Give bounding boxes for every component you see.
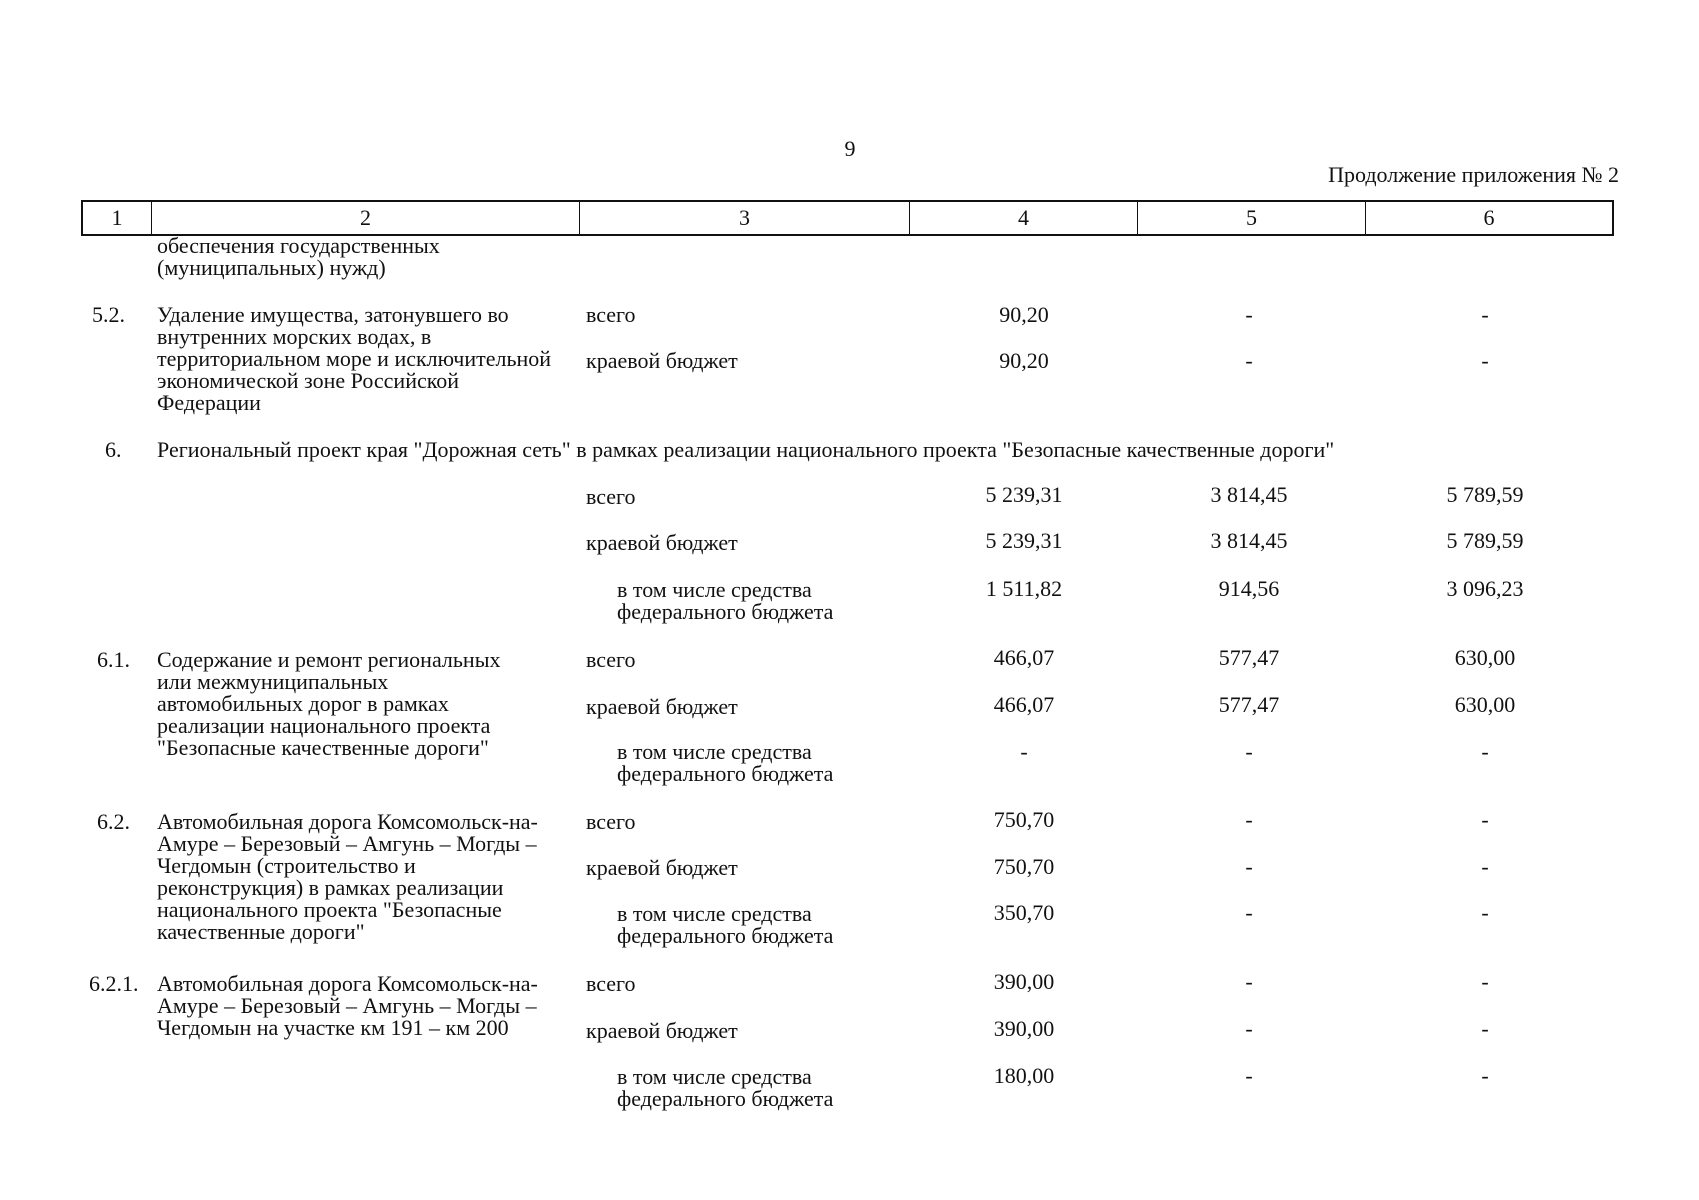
row-name: Региональный проект края "Дорожная сеть" в рамках реализации национального проекта "Безопасные качественные дороги"	[157, 437, 1335, 462]
value-col4: 1 511,82	[985, 576, 1063, 601]
funding-label: всего	[586, 484, 636, 509]
row-name: Автомобильная дорога Комсомольск-на-Амуре – Березовый – Амгунь – Могды – Чегдомын (строительство и реконструкция) в рамках реализации национального проекта "Безопасные качественные дороги"	[157, 809, 538, 944]
row-name: Автомобильная дорога Комсомольск-на-Амуре – Березовый – Амгунь – Могды – Чегдомын на участке км 191 – км 200	[157, 971, 538, 1040]
value-col6: -	[1481, 1063, 1489, 1088]
funding-label: краевой бюджет	[586, 694, 738, 719]
value-col4: 466,07	[993, 645, 1055, 670]
value-col5: -	[1245, 1016, 1253, 1041]
value-col5: -	[1245, 854, 1253, 879]
row-number: 6.2.1.	[89, 971, 139, 996]
value-col4: 350,70	[993, 900, 1055, 925]
row-name: Содержание и ремонт региональных или межмуниципальных автомобильных дорог в рамках реализации национального проекта "Безопасные качественные дороги"	[157, 647, 501, 760]
value-col6: -	[1481, 348, 1489, 373]
column-header-3: 3	[580, 202, 910, 234]
value-col5: 577,47	[1218, 645, 1280, 670]
value-col4: 390,00	[993, 1016, 1055, 1041]
value-col4: 390,00	[993, 969, 1055, 994]
row-name: Удаление имущества, затонувшего во внутренних морских водах, в территориальном море и исключительной экономической зоне Российской Федерации	[157, 302, 552, 415]
value-col6: -	[1481, 739, 1489, 764]
value-col4: 750,70	[993, 807, 1055, 832]
carryover-text: обеспечения государственных (муниципальных) нужд)	[157, 233, 440, 280]
funding-label: краевой бюджет	[586, 348, 738, 373]
value-col4: -	[1020, 739, 1028, 764]
row-number: 5.2.	[92, 302, 125, 327]
value-col5: -	[1245, 348, 1253, 373]
value-col6: 630,00	[1454, 645, 1516, 670]
value-col6: 5 789,59	[1446, 528, 1524, 553]
value-col4: 5 239,31	[985, 482, 1063, 507]
value-col6: -	[1481, 302, 1489, 327]
column-header-2: 2	[152, 202, 580, 234]
funding-label: краевой бюджет	[586, 855, 738, 880]
value-col6: 630,00	[1454, 692, 1516, 717]
funding-label: в том числе средства федерального бюджета	[617, 739, 834, 786]
funding-label: краевой бюджет	[586, 1018, 738, 1043]
value-col5: 577,47	[1218, 692, 1280, 717]
row-number: 6.1.	[97, 647, 130, 672]
value-col4: 90,20	[999, 348, 1049, 373]
funding-label: всего	[586, 302, 636, 327]
value-col5: -	[1245, 900, 1253, 925]
value-col5: -	[1245, 807, 1253, 832]
value-col5: -	[1245, 739, 1253, 764]
value-col5: -	[1245, 969, 1253, 994]
funding-label: в том числе средства федерального бюджета	[617, 577, 834, 624]
funding-label: краевой бюджет	[586, 530, 738, 555]
column-header-1: 1	[83, 202, 152, 234]
value-col5: -	[1245, 302, 1253, 327]
funding-label: всего	[586, 809, 636, 834]
value-col6: -	[1481, 969, 1489, 994]
column-header-5: 5	[1138, 202, 1366, 234]
value-col4: 466,07	[993, 692, 1055, 717]
value-col6: -	[1481, 807, 1489, 832]
appendix-note: Продолжение приложения № 2	[1328, 162, 1619, 187]
value-col5: 914,56	[1218, 576, 1280, 601]
value-col4: 180,00	[993, 1063, 1055, 1088]
value-col6: -	[1481, 1016, 1489, 1041]
funding-label: в том числе средства федерального бюджета	[617, 901, 834, 948]
value-col4: 5 239,31	[985, 528, 1063, 553]
row-number: 6.	[105, 437, 122, 462]
table-header-row	[81, 200, 1614, 236]
row-number: 6.2.	[97, 809, 130, 834]
funding-label: в том числе средства федерального бюджета	[617, 1064, 834, 1111]
funding-label: всего	[586, 971, 636, 996]
column-header-4: 4	[910, 202, 1138, 234]
value-col6: -	[1481, 854, 1489, 879]
value-col4: 90,20	[999, 302, 1049, 327]
value-col5: -	[1245, 1063, 1253, 1088]
value-col6: 5 789,59	[1446, 482, 1524, 507]
funding-label: всего	[586, 647, 636, 672]
page-number: 9	[844, 136, 856, 161]
column-header-6: 6	[1483, 205, 1495, 230]
value-col4: 750,70	[993, 854, 1055, 879]
value-col5: 3 814,45	[1210, 528, 1288, 553]
value-col5: 3 814,45	[1210, 482, 1288, 507]
value-col6: 3 096,23	[1446, 576, 1524, 601]
value-col6: -	[1481, 900, 1489, 925]
